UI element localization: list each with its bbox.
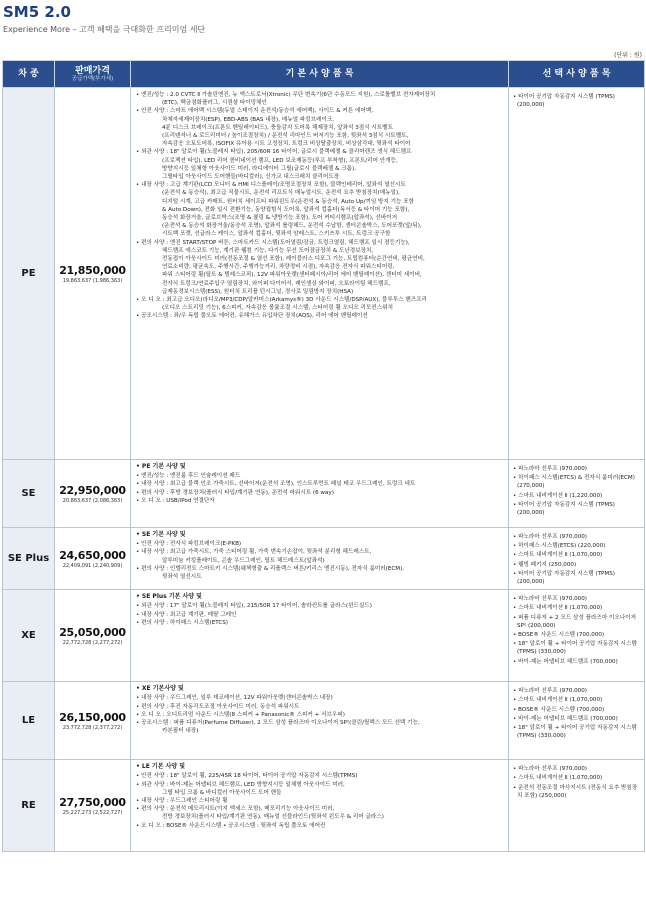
option-item: • BOSE® 사운드 시스템 (700,000): [513, 706, 605, 713]
basic-base-trim: • PE 기본 사양 및: [136, 463, 186, 470]
basic-feature-line: • 엔진/성능 : 2.0 CVTC Ⅱ 가솔린엔진, 뉴 엑스트로닉(Xtronic) 무단 변속기(6단 수동모드 지원), 스로틀밸브 전자제어장치: [136, 92, 436, 98]
header-price: [55, 61, 131, 88]
basic-feature-line: • 내장 사양 : 우드그레인, 일루 데코레이션, 12V 파워아웃렛(센터콘솔박스 내장): [136, 695, 333, 702]
basic-feature-line: • 내장 사양 : 최고급 블랙 인조 가죽시트, 선바이저(운전석 조명), 인스트루먼트 패널 테코 우드그레인, 트렁크 네트: [136, 481, 416, 488]
basic-feature-line-cont: 방향지시등 일체형 아웃사이드 미러, 라디에이터 그릴(글로시 블랙베젤 & 크롬),: [162, 165, 357, 172]
basic-feature-line-cont: 알루미늄 키킹플레이트, 곤솔 우드그레인, 틸트 헤드레스트(앞좌석): [162, 557, 325, 564]
option-item: • 타이어 공기압 자동감지 시스템 (TPMS) (200,000): [513, 94, 615, 109]
option-item: • 스마트 내비게이션 Ⅱ (1,070,000): [513, 697, 603, 704]
basic-feature-line-cont: 그릴 타입 크롬 & 바디컬러 아웃사이드 도어 핸들: [162, 789, 282, 796]
basic-base-trim: • SE Plus 기본 사양 및: [136, 593, 202, 601]
basic-feature-line-cont: (ETC), 백금점화플러그, 시퀀셜 타이밍체인: [162, 100, 267, 107]
basic-feature-line-cont: 파워 스티어링 휠(틸트 & 텔레스코픽), 12V 파워아웃렛(센터페시아/리어 에어 벤틸레이션), 센터미 세이버,: [162, 272, 422, 279]
price-cell: [55, 590, 131, 682]
basic-base-trim: • SE 기본 사양 및: [136, 531, 186, 538]
table-row: [3, 528, 645, 590]
basic-features: [131, 460, 509, 528]
supply-price: 20,863,637 (2,086,363): [62, 497, 123, 504]
basic-feature-line-cont: 시트백 포켓, 선글라스 케이스, 앞좌석 컵홀더, 뒷좌석 암레스트, 스키쓰루 시트, 트렁크 공구함: [162, 231, 391, 238]
option-features: [509, 460, 645, 528]
basic-feature-line-cont: 급제동경보시스템(ESS), 원터치 트리플 턴시그널, 경사로 밀림방지 장치(HSA): [162, 288, 354, 295]
basic-feature-line-cont: (오디오 스트리밍 기능), 6스피커, 자속감응 볼륨조절 시스템, 스티어링 휠 오디오 리모컨스위치: [162, 305, 393, 312]
header-basic: 기 본 사 양 품 목: [131, 61, 509, 88]
supply-price: 22,772,728 (2,277,272): [62, 639, 123, 646]
header-options: 선 택 사 양 품 목: [509, 61, 645, 88]
header-trim: 차 종: [3, 61, 55, 88]
table-row: [3, 88, 645, 460]
option-item: • 파노라마 선루프 (970,000): [513, 688, 587, 695]
basic-feature-line: • 편의 사양 : 후진 자동각도조절 아웃사이드 미러, 동승석 파워시트: [136, 703, 300, 710]
basic-feature-line-cont: 동승석 화장거울, 글로브박스(조명 & 쿨링 & 냉방기능 포함), 도어 커티시램프(앞좌석), 선바이저: [162, 215, 398, 222]
basic-feature-line-cont: 디지털 시계, 고급 카매트, 원터치 세이프티 파워윈도우(운전석 & 동승석, Auto Up/끼임 방지 기능 포함: [162, 198, 415, 205]
basic-feature-line: • 내장 사양 : 고급 계기판(LCD 모니터 & HMI 디스플레이/조명조절장치 포함), 블랙인테리어, 앞좌석 열선시트: [136, 182, 406, 189]
option-item: • 파노라마 선루프 (970,000): [513, 766, 587, 773]
option-item: • 웰빙 패키지 (250,000): [513, 561, 577, 568]
page-title: SM5 2.0: [3, 3, 71, 21]
basic-feature-line-cont: 그릴타입 아웃사이드 도어핸들(바디컬러), 신가교 내스크래치 클리어도장: [162, 174, 340, 181]
basic-feature-line: • 편의 사양 : 하이패스 시스템(ETCS): [136, 619, 228, 626]
option-item: • 바이-제논 어댑티브 헤드램프 (700,000): [513, 715, 618, 722]
option-item: • 하이패스 시스템(ETCS) (220,000): [513, 543, 606, 550]
option-item: • 퍼퓸 디퓨저 + 2 모드 삼성 플라즈마 이오나이저 SP! (200,000): [513, 614, 637, 629]
supply-price: 22,409,091 (2,240,909): [62, 562, 123, 569]
basic-feature-line: • 외관 사양 : 17" 알로이 휠(노블레지 타입), 215/50R 17 타이어, 솔라컨트롤 글라스(윈드실드): [136, 603, 372, 610]
option-item: • 18" 알로이 휠 + 타이어 공기압 자동감지 시스템(TPMS) (330,000): [513, 725, 637, 740]
option-item: • 하이패스 시스템(ETCS) & 전자식 룸미러(ECM) (270,000): [513, 475, 635, 490]
basic-feature-line: • 편의 사양 : 인텔리전트 스마트키 시스템(웨첵형출 & 리플렉스 버튼/키리스 엔진시동), 전자식 룸미러(ECM),: [136, 565, 405, 572]
basic-feature-line: • 편의 사양 : 엔진 START/STOP 버튼, 스마트카드 시스템(도어열림/잠금, 트렁크열림, 헤드램프 일시 점등기능),: [136, 239, 410, 246]
basic-feature-line: • 오 디 오 : BOSE® 사운드시스템 • 공조시스템 : 뒷좌석 독립 풀오토 에어컨: [136, 822, 326, 829]
option-item: • 운전석 전동조절 마사지시트 (전동식 요추 받침장치 포함) (250,000): [513, 784, 638, 799]
basic-feature-line-cont: 자속감응 오토도어록, ISOFIX 유아용 시트 고정장치, 트렁크 비상탈출장치, 비상삼각대, 뒷좌석 타이어: [162, 141, 411, 148]
basic-feature-line: • 엔진/성능 : 엔진룸 후드 인슐레이션 패드: [136, 473, 241, 480]
basic-feature-line: • 외관 사양 : 바이-제논 어댑티브 헤드램프, LED 방향지시등 일체형 아웃사이드 미러,: [136, 781, 345, 788]
basic-feature-line: • 편의 사양 : 후방 경보장치(플러시 타입/계기판 연동), 운전석 파워시트 (6 way): [136, 489, 334, 496]
option-features: [509, 760, 645, 852]
option-features: [509, 528, 645, 590]
basic-feature-line: • 오 디 오 : 오디트리엄 사운드 시스템(8 스피커 + Panasonic® 스피커 + 서브우퍼): [136, 711, 345, 718]
option-item: • 스마트 내비게이션 Ⅱ (1,070,000): [513, 552, 603, 559]
sale-price: 25,050,000: [59, 625, 126, 639]
trim-name: SE: [3, 460, 55, 528]
basic-features: [131, 760, 509, 852]
basic-feature-line-cont: 헤드램프 에스코트 기능, 계기판 웰컴 기능, 다기능 무선 도어잠금장치 & 도난경보장치,: [162, 247, 374, 254]
basic-base-trim: • LE 기본 사양 및: [136, 763, 186, 771]
basic-features: [131, 528, 509, 590]
price-cell: [55, 682, 131, 760]
page-subtitle: Experience More – 고객 혜택을 극대화한 프리미엄 세단: [3, 25, 206, 34]
option-item: • 18" 알로이 휠 + 타이어 공기압 자동감지 시스템(TPMS) (330,000): [513, 641, 637, 656]
basic-feature-line-cont: 연료소비량, 평균속도, 주행시간, 주행가능거리, 차량정비 시점), 자속감응 전자식 파워스티어링,: [162, 264, 395, 271]
basic-features: [131, 682, 509, 760]
basic-features: [131, 88, 509, 460]
table-row: [3, 760, 645, 852]
sale-price: 24,650,000: [59, 548, 126, 562]
basic-feature-line-cont: (프로젝션 타입), LED 리어 콤비네이션 램프, LED 보조제동등(루프 부착형), 프론트/리어 안개등,: [162, 157, 398, 164]
option-features: [509, 88, 645, 460]
option-item: • 파노라마 선루프 (970,000): [513, 534, 587, 540]
sale-price: 26,150,000: [59, 710, 126, 724]
table-header-row: [3, 61, 645, 88]
basic-feature-line: • 안전 사양 : 전자식 파킹브레이크(E-PKB): [136, 541, 242, 548]
trim-name: SE Plus: [3, 528, 55, 590]
basic-feature-line: • 오 디 오 : 최고급 오디오(라디오/MP3/CDP/알카미스(Arkamys®) 3D 사운드 시스템/DSP/AUX), 블루투스 핸즈프리: [136, 297, 427, 304]
option-item: • 타이어 공기압 자동감지 시스템 (TPMS) (200,000): [513, 501, 615, 517]
basic-feature-line: • 오 디 오 : USB/iPod 연결단자: [136, 497, 215, 504]
option-item: • 스마트 내비게이션 Ⅱ (1,220,000): [513, 492, 603, 499]
option-item: • 스마트 내비게이션 Ⅱ (1,070,000): [513, 605, 603, 612]
basic-feature-line: • 안전 사양 : 18" 알로이 휠, 225/45R 18 타이어, 타이어 공기압 자동감지 시스템(TPMS): [136, 773, 358, 780]
option-item: • 파노라마 선루프 (970,000): [513, 466, 587, 472]
supply-price: 19,863,637 (1,986,363): [62, 277, 123, 284]
basic-feature-line: • 공조시스템 : 좌/우 독립 풀오토 에어컨, 유해가스 유입차단 장치(AQS), 리어 에어 벤틸레이션: [136, 313, 368, 320]
basic-feature-line-cont: 전자식 트렁크/연료주입구 열림장치, 와이퍼 다이어서, 레인센싱 와이퍼, 오토라이팅 헤드램프,: [162, 280, 391, 287]
basic-feature-line-cont: (운전석 & 동승석), 최고급 직물시트, 운전석 리프트식 매뉴얼시트, 운전석 요추 받침장치(매뉴얼),: [162, 190, 400, 197]
sale-price: 27,750,000: [59, 795, 126, 809]
basic-feature-line-cont: (프리텐셔너 & 로드리미터 / 높이조절장치) / 운전석 리마인드 버저기능 포함, 뒷좌석 3점식 시트벨트,: [162, 133, 409, 140]
basic-feature-line: • 편의 사양 : 운전석 메모리시트(이지 엑세스 포함), 메모리기능 아웃사이드 미러,: [136, 806, 335, 813]
price-cell: [55, 760, 131, 852]
basic-feature-line-cont: 카본필터 내장): [162, 728, 199, 735]
table-row: [3, 460, 645, 528]
basic-feature-line-cont: 4륜 디스크 브레이크(프론트 벤틸레이티드), 충돌감지 도어록 해제장치, 앞좌석 3점식 시트벨트: [162, 124, 393, 131]
basic-feature-line-cont: 전방 경보장치(플러시 타입/계기판 연동), 매뉴얼 선블라인드(뒷좌석 윈도우 & 리어 글라스): [162, 814, 384, 821]
price-table: [2, 60, 645, 852]
price-cell: [55, 528, 131, 590]
basic-feature-line: • 내장 사양 : 우드그레인 스티어링 휠: [136, 798, 228, 805]
basic-feature-line: • 공조시스템 : 퍼퓸 디퓨저(Perfume Diffuser), 2 모드 삼성 플라즈마 이오나이저 SP!(클린/릴렉스 모드 선택 기능,: [136, 720, 420, 727]
basic-feature-line-cont: 차체자세제어장치(ESP), EBD-ABS (BAS 내장), 매뉴얼 파킹브레이크,: [162, 116, 334, 123]
supply-price: 23,772,728 (2,377,272): [62, 724, 123, 731]
option-item: • BOSE® 사운드 시스템 (700,000): [513, 632, 605, 639]
basic-features: [131, 590, 509, 682]
header-price-sub: 공급가액(부가세): [71, 76, 114, 83]
basic-feature-line: • 내장 사양 : 최고급 계기판, 메탈 그레인: [136, 611, 237, 618]
sale-price: 21,850,000: [59, 263, 126, 277]
trim-name: XE: [3, 590, 55, 682]
basic-feature-line: • 안전 사양 : 스마트 에어백 시스템(듀얼 스테이지 운전석/동승석 에어백), 사이드 & 커튼 에어백,: [136, 108, 373, 115]
option-item: • 파노라마 선루프 (970,000): [513, 596, 587, 603]
trim-name: PE: [3, 88, 55, 460]
supply-price: 25,227,273 (2,522,727): [62, 809, 123, 816]
trim-name: RE: [3, 760, 55, 852]
basic-feature-line: • 내장 사양 : 최고급 가죽시트, 가죽 스티어링 휠, 가죽 변속기손잡이, 뒷좌석 분리형 헤드레스트,: [136, 549, 372, 556]
basic-feature-line-cont: (운전석 & 동승석 화장거울/동승석 조명), 앞좌석 롤링헤드, 운전석 수납함, 센터콘솔박스, 도어포켓(앞/뒤),: [162, 223, 422, 230]
basic-base-trim: • XE 기본사양 및: [136, 685, 184, 693]
basic-feature-line-cont: 전동접이 아웃사이드 미러(전동조절 & 열선 포함), 레이블러스 디포그 기능, 트립컴퓨터(순간연비, 평균연비,: [162, 256, 425, 263]
basic-feature-line: • 외관 사양 : 18" 알로이 휠(노블레지 타입), 205/60R 16 타이어, 글로시 블랙베젤 & 클리어렌즈 생식 헤드램프: [136, 149, 412, 156]
trim-name: LE: [3, 682, 55, 760]
basic-feature-line-cont: 뒷좌석 열선시트: [162, 574, 202, 581]
price-cell: [55, 88, 131, 460]
table-row: [3, 682, 645, 760]
sale-price: 22,950,000: [59, 483, 126, 497]
basic-feature-line-cont: & Auto Down), 전화 일시 전환기능, 동양접힘식 도어록, 앞좌석 컵홀더(독서등 & 타이머 기능 포함),: [162, 206, 410, 213]
table-row: [3, 590, 645, 682]
header-price-label: 판매가격: [75, 65, 110, 76]
price-cell: [55, 460, 131, 528]
option-item: • 바이-제논 어댑티브 헤드램프 (700,000): [513, 658, 618, 665]
unit-note: (단위 : 원): [614, 52, 642, 59]
option-item: • 스마트 내비게이션 Ⅱ (1,070,000): [513, 775, 603, 782]
option-features: [509, 682, 645, 760]
option-features: [509, 590, 645, 682]
option-item: • 타이어 공기압 자동감지 시스템 (TPMS) (200,000): [513, 570, 615, 586]
